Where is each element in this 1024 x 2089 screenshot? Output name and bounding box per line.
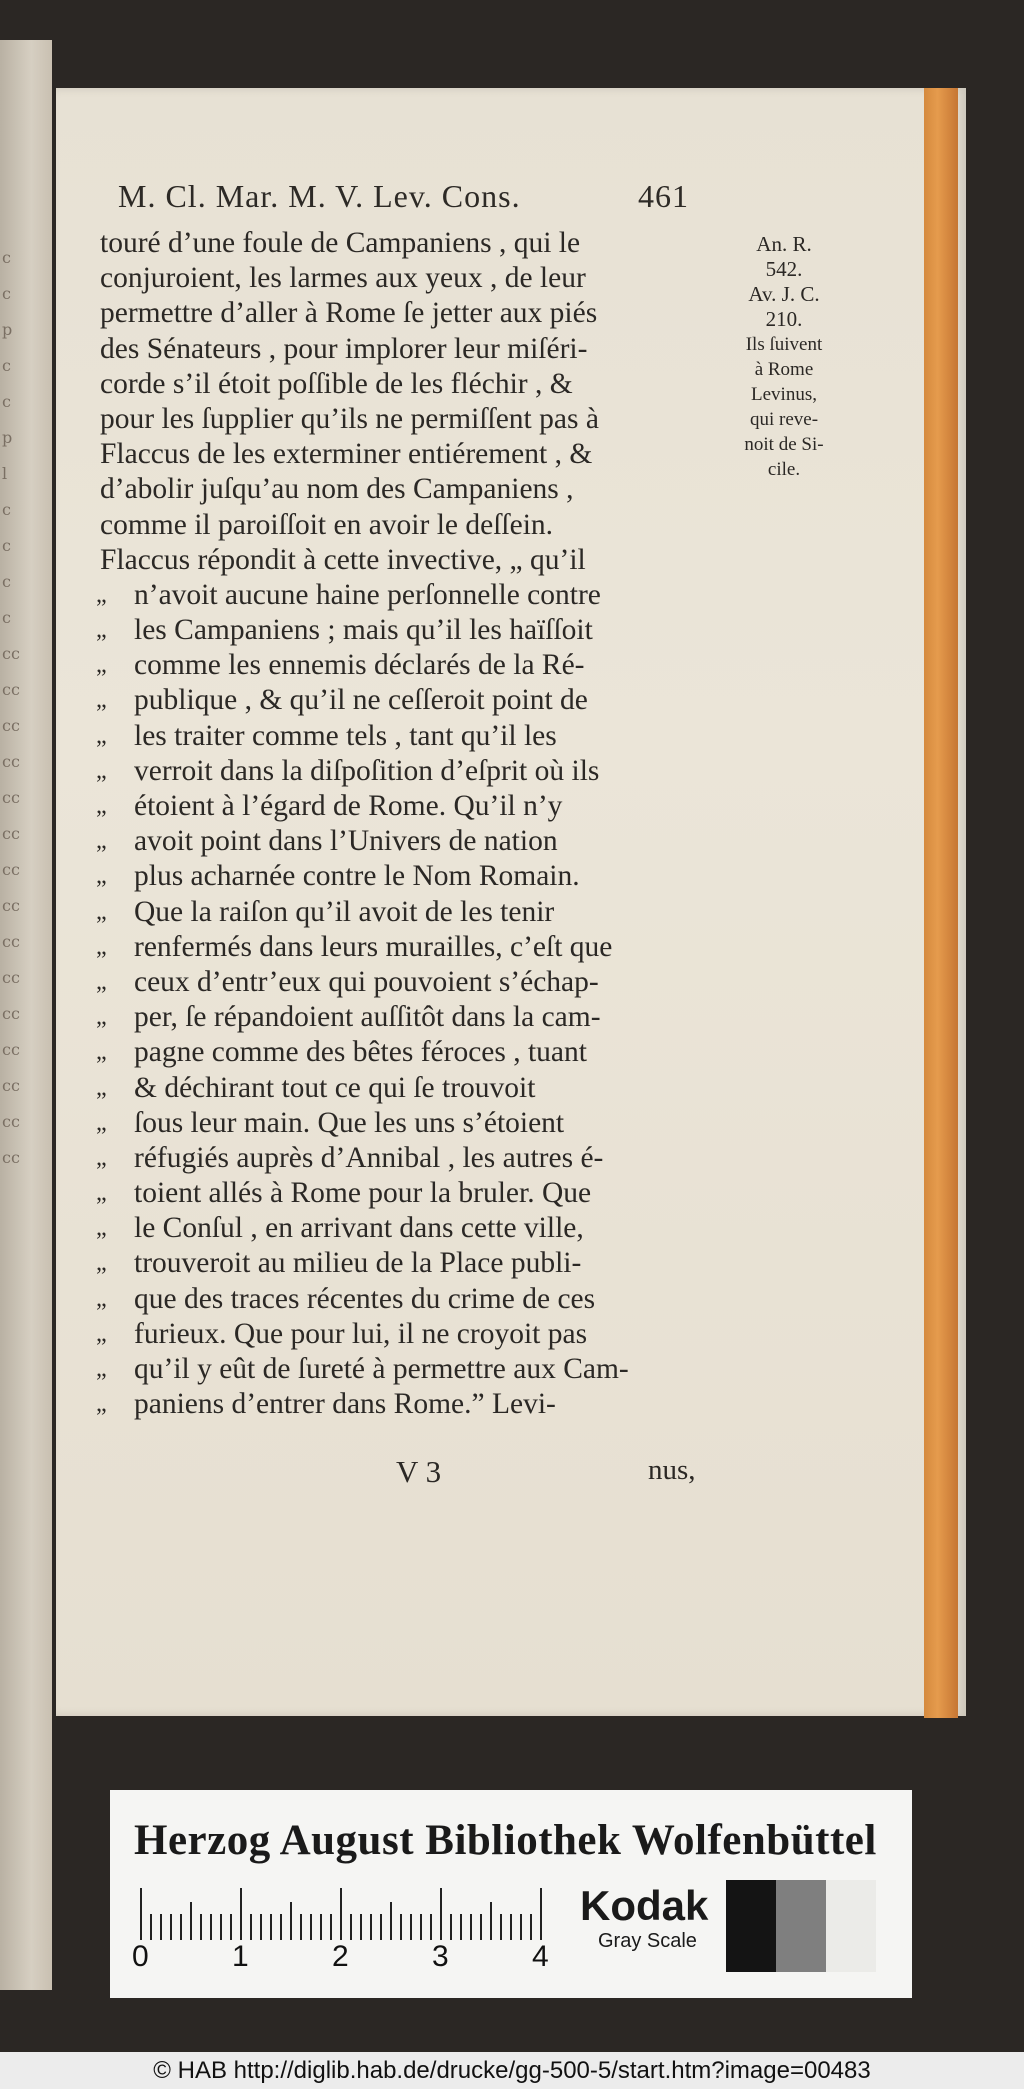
text-line-content: Flaccus de les exterminer entiérement , &: [100, 438, 593, 471]
quote-mark: „: [96, 933, 107, 960]
text-line-content: comme les ennemis déclarés de la Ré-: [134, 649, 585, 682]
text-line: [96, 1071, 720, 1106]
quote-mark: „: [96, 1144, 107, 1171]
quote-mark: „: [96, 828, 107, 855]
margin-note-line: à Rome: [754, 359, 814, 380]
kodak-logo: Kodak: [580, 1882, 709, 1929]
text-line: [96, 1282, 720, 1317]
ruler-tick: [230, 1914, 232, 1940]
text-line-content: touré d’une foule de Campaniens , qui le: [100, 227, 581, 259]
ruler-tick: [430, 1914, 432, 1940]
text-line: [100, 367, 720, 402]
ruler-tick: [140, 1888, 142, 1940]
ruler-tick: [330, 1914, 332, 1940]
ruler-tick: [280, 1914, 282, 1940]
text-line-content: plus acharnée contre le Nom Romain.: [134, 860, 580, 893]
ruler-tick: [210, 1914, 212, 1940]
ruler-tick: [350, 1914, 352, 1940]
text-line-content: trouveroit au milieu de la Place publi-: [134, 1247, 582, 1280]
ruler-number: 3: [432, 1940, 449, 1973]
ruler-tick: [440, 1888, 442, 1940]
scale-ruler: [140, 1888, 560, 1940]
ruler-tick: [530, 1914, 532, 1940]
text-line-content: réfugiés auprès d’Annibal , les autres é-: [134, 1141, 604, 1174]
ruler-tick: [470, 1914, 472, 1940]
text-line: [96, 824, 720, 859]
ruler-numbers: [132, 1940, 592, 1980]
quote-mark: „: [96, 1356, 107, 1382]
ruler-tick: [300, 1914, 302, 1940]
text-line: [100, 437, 720, 472]
gray-scale-label: Gray Scale: [598, 1930, 697, 1952]
catchword: nus,: [648, 1454, 696, 1486]
quote-mark: „: [96, 898, 107, 925]
ruler-tick: [520, 1914, 522, 1940]
text-line: [96, 1211, 720, 1246]
text-line: [96, 578, 720, 613]
quote-mark: „: [96, 863, 107, 890]
library-name: Herzog August Bibliothek Wolfenbüttel: [134, 1817, 877, 1864]
quote-mark: „: [96, 617, 107, 644]
ruler-tick: [510, 1914, 512, 1940]
body-text: [96, 226, 720, 1422]
text-line-content: avoit point dans l’Univers de nation: [134, 825, 558, 858]
text-line-content: n’avoit aucune haine perſonnelle contre: [134, 578, 601, 611]
signature-mark: V 3: [396, 1454, 442, 1489]
quote-mark: „: [96, 581, 107, 608]
ruler-tick: [170, 1914, 172, 1940]
text-line: [96, 613, 720, 648]
text-line: [100, 402, 720, 437]
adjacent-page-edge: [0, 40, 52, 1990]
text-line: [96, 1035, 720, 1070]
ruler-tick: [460, 1914, 462, 1940]
text-line-content: verroit dans la diſpoſition d’eſprit où ils: [134, 754, 600, 787]
text-line-content: d’abolir juſqu’au nom des Campaniens ,: [100, 473, 574, 506]
ruler-tick: [220, 1914, 222, 1940]
text-line-content: les traiter comme tels , tant qu’il les: [134, 719, 557, 752]
text-line-content: des Sénateurs , pour implorer leur miſéri-: [100, 332, 588, 365]
ruler-tick: [240, 1888, 242, 1940]
ruler-tick: [400, 1914, 402, 1940]
ruler-tick: [160, 1914, 162, 1940]
text-line: [96, 1317, 720, 1352]
margin-note-line: cile.: [767, 459, 801, 480]
text-line-content: permettre d’aller à Rome ſe jetter aux piés: [100, 297, 598, 330]
ruler-tick: [490, 1902, 492, 1940]
quote-mark: „: [96, 1109, 107, 1136]
text-line: [100, 543, 720, 578]
text-line: [96, 965, 720, 1000]
quote-mark: „: [96, 1074, 107, 1101]
ruler-tick: [260, 1914, 262, 1940]
ruler-tick: [250, 1914, 252, 1940]
text-line-content: qu’il y eût de ſureté à permettre aux Cam-: [134, 1353, 629, 1385]
ruler-tick: [370, 1914, 372, 1940]
margin-note: [728, 232, 840, 482]
text-line: [96, 1106, 720, 1141]
text-line: [96, 683, 720, 718]
ruler-tick: [380, 1914, 382, 1940]
text-line: [96, 648, 720, 683]
color-target-card: [110, 1790, 912, 1998]
adjacent-page-marks: c c p c c p l c c c c cc cc cc cc cc cc cc cc cc cc cc cc cc cc cc: [2, 248, 20, 1167]
quote-mark: „: [96, 1250, 107, 1277]
text-line: [100, 332, 720, 367]
ruler-tick: [450, 1914, 452, 1940]
quote-mark: „: [96, 1180, 107, 1207]
quote-mark: „: [96, 968, 107, 995]
text-line: [96, 1387, 720, 1422]
ruler-number: 2: [332, 1940, 349, 1973]
text-line: [96, 1246, 720, 1281]
text-line-content: Que la raiſon qu’il avoit de les tenir: [134, 895, 555, 928]
quote-mark: „: [96, 1004, 107, 1031]
text-line-content: renfermés dans leurs murailles, c’eſt que: [134, 930, 613, 963]
page-edge-gilt: [924, 88, 958, 1718]
ruler-number: 4: [532, 1940, 549, 1973]
text-line: [96, 719, 720, 754]
margin-note-line: qui reve-: [749, 409, 819, 430]
quote-mark: „: [96, 1039, 107, 1066]
ruler-tick: [540, 1888, 542, 1940]
text-line: [96, 1141, 720, 1176]
text-line-content: les Campaniens ; mais qu’il les haïſſoit: [134, 614, 593, 647]
ruler-tick: [180, 1914, 182, 1940]
running-head-title: M. Cl. Mar. M. V. Lev. Cons.: [118, 178, 521, 214]
text-line-content: & déchirant tout ce qui ſe trouvoit: [134, 1071, 536, 1104]
quote-mark: „: [96, 793, 107, 819]
gray-patch-mid: [776, 1880, 826, 1972]
gray-patch-black: [726, 1880, 776, 1972]
ruler-number: 1: [232, 1940, 249, 1973]
quote-mark: „: [96, 1215, 107, 1242]
text-line: [96, 1000, 720, 1035]
text-line: [96, 1352, 720, 1387]
text-line-content: que des traces récentes du crime de ces: [134, 1282, 596, 1315]
text-line-content: toient allés à Rome pour la bruler. Que: [134, 1177, 592, 1210]
text-line: [100, 508, 720, 543]
text-line-content: pour les ſupplier qu’ils ne permiſſent pas à: [100, 402, 599, 435]
margin-note-line: Ils ſuivent: [745, 334, 823, 355]
text-line-content: comme il paroiſſoit en avoir le deſſein.: [100, 508, 554, 541]
ruler-tick: [290, 1902, 292, 1940]
quote-mark: „: [96, 1391, 107, 1418]
ruler-tick: [360, 1914, 362, 1940]
text-line-content: per, ſe répandoient auſſitôt dans la cam-: [134, 1001, 601, 1034]
quote-mark: „: [96, 687, 107, 714]
text-line: [96, 1176, 720, 1211]
text-line-content: ceux d’entr’eux qui pouvoient s’échap-: [134, 965, 599, 998]
text-line: [100, 296, 720, 331]
ruler-tick: [390, 1902, 392, 1940]
ruler-tick: [320, 1914, 322, 1940]
ruler-tick: [310, 1914, 312, 1940]
text-line: [100, 472, 720, 507]
ruler-tick: [420, 1914, 422, 1940]
text-line: [96, 754, 720, 789]
text-line-content: pagne comme des bêtes féroces , tuant: [134, 1036, 587, 1069]
text-line-content: furieux. Que pour lui, il ne croyoit pas: [134, 1317, 588, 1350]
ruler-tick: [200, 1914, 202, 1940]
text-line-content: le Conſul , en arrivant dans cette ville,: [134, 1212, 584, 1245]
ruler-number: 0: [132, 1940, 149, 1973]
text-line-content: publique , & qu’il ne ceſſeroit point de: [134, 684, 588, 717]
margin-year-bc: Av. J. C.: [748, 282, 820, 306]
text-line: [100, 226, 720, 261]
margin-note-line: Levinus,: [751, 384, 817, 405]
quote-mark: „: [96, 757, 107, 784]
text-line-content: Flaccus répondit à cette invective, „ qu’il: [100, 543, 586, 576]
text-line: [96, 789, 720, 824]
margin-year-bc-value: 210.: [765, 307, 803, 331]
text-line-content: ſous leur main. Que les uns s’étoient: [134, 1106, 565, 1139]
copyright-footer: © HAB http://diglib.hab.de/drucke/gg-500-5/start.htm?image=00483: [0, 2052, 1024, 2089]
text-line-content: paniens d’entrer dans Rome.” Levi-: [134, 1388, 556, 1421]
text-line-content: étoient à l’égard de Rome. Qu’il n’y: [134, 790, 563, 822]
quote-mark: „: [96, 1285, 107, 1312]
text-line: [100, 261, 720, 296]
ruler-tick: [190, 1902, 192, 1940]
ruler-tick: [270, 1914, 272, 1940]
ruler-tick: [340, 1888, 342, 1940]
text-line: [96, 895, 720, 930]
text-line-content: conjuroient, les larmes aux yeux , de leur: [100, 262, 586, 295]
quote-mark: „: [96, 1320, 107, 1347]
gray-patch-white: [826, 1880, 876, 1972]
ruler-tick: [500, 1914, 502, 1940]
ruler-tick: [480, 1914, 482, 1940]
running-head: [118, 178, 718, 228]
margin-year-ab-urbe-value: 542.: [765, 257, 803, 281]
quote-mark: „: [96, 722, 107, 749]
text-line: [96, 930, 720, 965]
ruler-tick: [410, 1914, 412, 1940]
quote-mark: „: [96, 652, 107, 679]
margin-year-ab-urbe: An. R.: [756, 232, 812, 256]
ruler-tick: [150, 1914, 152, 1940]
text-line: [96, 859, 720, 894]
page-number: 461: [638, 178, 689, 214]
text-line-content: corde s’il étoit poſſible de les fléchir , &: [100, 367, 573, 400]
margin-note-line: noit de Si-: [744, 434, 824, 455]
